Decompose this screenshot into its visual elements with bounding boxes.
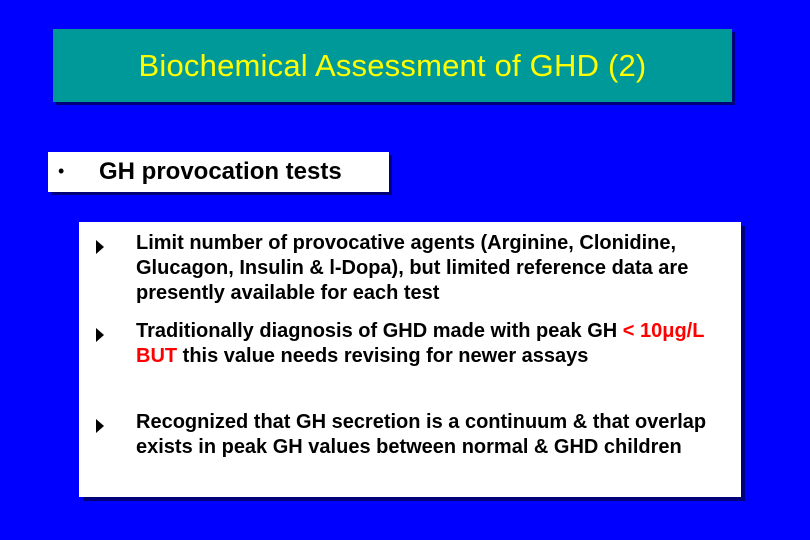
highlight-text: < 10μg/L BUT <box>136 320 705 367</box>
slide-title: Biochemical Assessment of GHD (2) <box>138 47 647 83</box>
main-bullet <box>48 152 389 192</box>
list-item-text-part: this value needs revising for newer assays <box>177 345 589 367</box>
bullet-dot: • <box>58 161 65 181</box>
list-item-text: Recognized that GH secretion is a continuum & that overlap exists in peak GH values between normal & GHD children <box>136 411 707 458</box>
bullet-heading: GH provocation tests <box>99 158 342 185</box>
title-box <box>53 29 732 102</box>
list-item-text <box>136 319 736 369</box>
triangle-bullet-icon <box>96 328 104 342</box>
triangle-bullet-icon <box>96 419 104 433</box>
triangle-bullet-icon <box>96 240 104 254</box>
list-item-text: Limit number of provocative agents (Arginine, Clonidine, Glucagon, Insulin & l-Dopa), but limited reference data are presently available for each test <box>136 232 689 304</box>
list-item-text-part: Traditionally diagnosis of GHD made with peak GH <box>136 320 623 342</box>
sub-bullet-list <box>79 222 741 497</box>
